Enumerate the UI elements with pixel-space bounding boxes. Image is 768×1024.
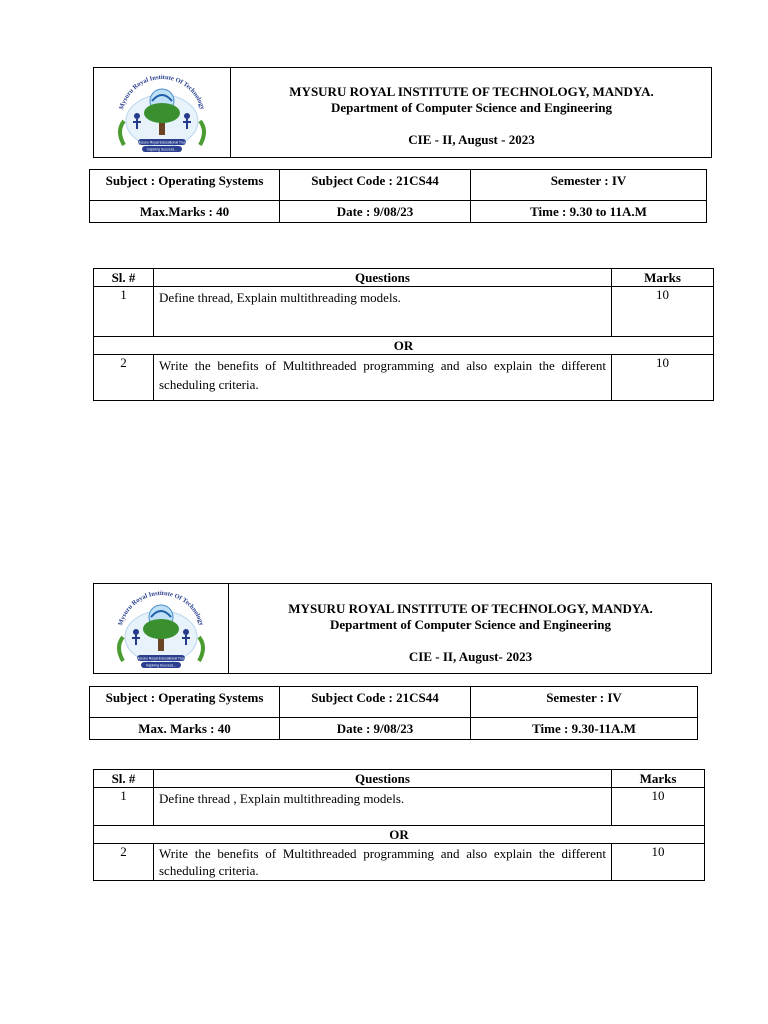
questions-header: Questions: [154, 269, 612, 287]
department-name: Department of Computer Science and Engineering: [329, 617, 612, 632]
logo-cell: [94, 584, 229, 673]
or-row: OR: [94, 826, 705, 844]
or-row: OR: [94, 337, 714, 355]
subject-info-table: [89, 169, 707, 223]
time-cell: Time : 9.30-11A.M: [471, 718, 698, 740]
max-marks-cell: Max.Marks : 40: [90, 201, 280, 223]
marks-cell: 10: [612, 844, 705, 881]
subject-info-table: [89, 686, 698, 740]
table-row: [94, 355, 714, 401]
time-cell: Time : 9.30 to 11A.M: [471, 201, 707, 223]
exam-title: CIE - II, August - 2023: [408, 132, 535, 147]
exam-title: CIE - II, August- 2023: [408, 649, 533, 664]
sl-cell: 2: [94, 844, 154, 881]
header-box: [93, 67, 712, 158]
table-row: [94, 844, 705, 881]
table-row: [94, 788, 705, 826]
semester-cell: Semester : IV: [471, 170, 707, 201]
marks-header: Marks: [612, 770, 705, 788]
logo-tagline-text: Inspiring Success...: [145, 663, 177, 668]
marks-cell: 10: [612, 355, 714, 401]
question-cell: Define thread , Explain multithreading models.: [154, 788, 612, 826]
subject-cell: Subject : Operating Systems: [90, 687, 280, 718]
question-cell: Write the benefits of Multithreaded programming and also explain the different scheduling criteria.: [154, 355, 612, 401]
logo-arc-text: Mysuru Royal Institute Of Technology: [118, 73, 206, 111]
questions-header: Questions: [154, 770, 612, 788]
marks-cell: 10: [612, 788, 705, 826]
department-name: Department of Computer Science and Engineering: [330, 100, 613, 115]
date-cell: Date : 9/08/23: [280, 718, 471, 740]
sl-cell: 1: [94, 287, 154, 337]
sl-header: Sl. #: [94, 269, 154, 287]
date-cell: Date : 9/08/23: [280, 201, 471, 223]
questions-table: [93, 268, 714, 401]
institute-name: MYSURU ROYAL INSTITUTE OF TECHNOLOGY, MANDYA.: [289, 84, 654, 99]
sl-cell: 2: [94, 355, 154, 401]
logo-arc-text: Mysuru Royal Institute Of Technology: [117, 589, 205, 627]
subject-code-cell: Subject Code : 21CS44: [280, 170, 471, 201]
table-row: [94, 287, 714, 337]
question-cell: Define thread, Explain multithreading models.: [154, 287, 612, 337]
question-cell: Write the benefits of Multithreaded programming and also explain the different scheduling criteria.: [154, 844, 612, 881]
logo-tagline-text: Inspiring Success...: [146, 147, 178, 152]
institute-name: MYSURU ROYAL INSTITUTE OF TECHNOLOGY, MANDYA.: [288, 601, 653, 616]
institute-logo: [102, 71, 222, 155]
max-marks-cell: Max. Marks : 40: [90, 718, 280, 740]
subject-cell: Subject : Operating Systems: [90, 170, 280, 201]
institute-logo: [101, 587, 221, 671]
subject-code-cell: Subject Code : 21CS44: [280, 687, 471, 718]
sl-cell: 1: [94, 788, 154, 826]
questions-table: [93, 769, 705, 881]
marks-cell: 10: [612, 287, 714, 337]
logo-trust-text: Mysuru Royal Educational Trust: [136, 656, 186, 661]
sl-header: Sl. #: [94, 770, 154, 788]
logo-trust-text: Mysuru Royal Educational Trust: [137, 140, 187, 145]
semester-cell: Semester : IV: [471, 687, 698, 718]
header-box: [93, 583, 712, 674]
logo-cell: [94, 68, 231, 157]
marks-header: Marks: [612, 269, 714, 287]
